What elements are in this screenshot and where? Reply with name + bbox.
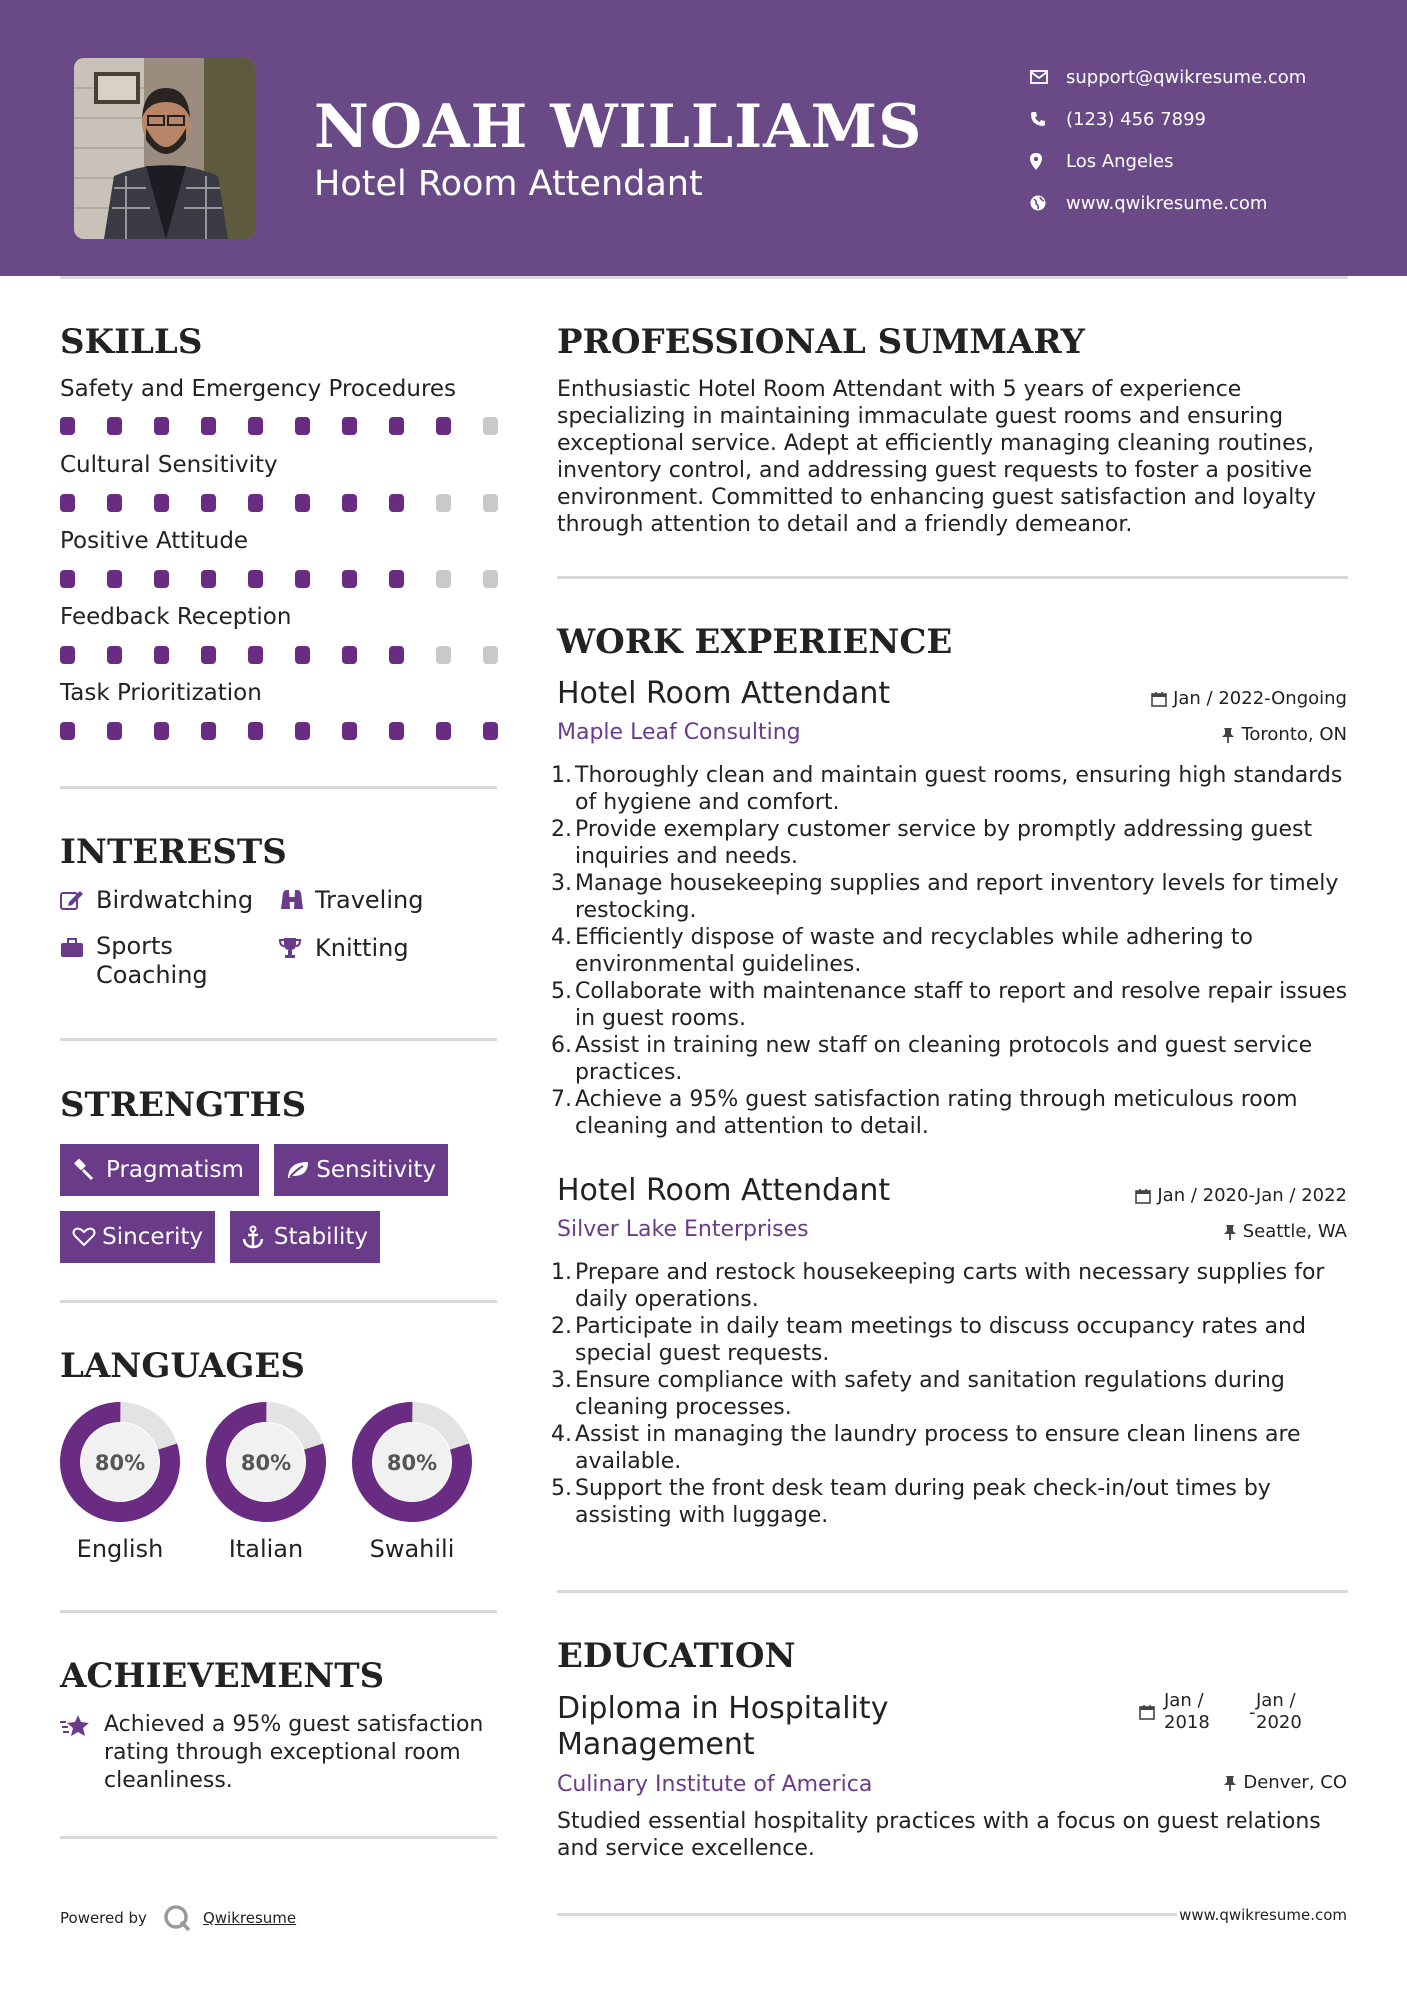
skill-dot xyxy=(436,494,451,512)
powered-by-label: Powered by xyxy=(60,1909,147,1927)
education-location xyxy=(1223,1772,1347,1793)
interest-label: Traveling xyxy=(315,886,424,914)
candidate-name: NOAH WILLIAMS xyxy=(314,92,923,162)
skill-dot xyxy=(107,570,122,588)
skill-dot xyxy=(295,570,310,588)
trophy-icon xyxy=(279,934,315,962)
skill-dot xyxy=(60,646,75,664)
skill-dot xyxy=(389,494,404,512)
summary-text: Enthusiastic Hotel Room Attendant with 5 years of experience specializing in maintaining immaculate guest rooms and ensuring exceptional service. Adept at efficiently managing cleaning routines, inventory control, and addressing guest requests to foster a positive environment. Committed to enhancing guest satisfaction and loyalty through attention to detail and a friendly demeanor. xyxy=(557,377,1317,537)
education-end-date: Jan / 2020 xyxy=(1256,1690,1302,1733)
job-date-text: Jan / 2020-Jan / 2022 xyxy=(1157,1185,1347,1206)
job-duty xyxy=(551,924,1351,978)
skill-dot xyxy=(295,494,310,512)
job-duty-number: 2. xyxy=(551,1314,572,1339)
job-duty-text: Thoroughly clean and maintain guest rooms, ensuring high standards of hygiene and comfort. xyxy=(575,763,1343,815)
star-icon xyxy=(60,1714,92,1742)
interest-item xyxy=(60,934,270,990)
skill-rating xyxy=(60,570,500,588)
job-company: Silver Lake Enterprises xyxy=(557,1217,809,1242)
language-name: Italian xyxy=(228,1535,304,1563)
strength-label: Stability xyxy=(273,1224,368,1250)
language-gauge xyxy=(351,1401,473,1527)
heart-icon xyxy=(72,1227,102,1247)
skill-dot xyxy=(107,722,122,740)
job-duty-number: 5. xyxy=(551,979,572,1004)
job-duty-text: Ensure compliance with safety and sanitation regulations during cleaning processes. xyxy=(575,1368,1285,1420)
achievements-heading: ACHIEVEMENTS xyxy=(60,1656,385,1696)
achievement-text: Achieved a 95% guest satisfaction rating through exceptional room cleanliness. xyxy=(104,1712,484,1793)
skill-rating xyxy=(60,494,500,512)
skill-dot xyxy=(201,417,216,435)
skill-dot xyxy=(201,722,216,740)
job-date xyxy=(1151,688,1347,709)
skill-dot xyxy=(248,646,263,664)
skill-name: Safety and Emergency Procedures xyxy=(60,376,457,402)
languages-heading: LANGUAGES xyxy=(60,1346,305,1386)
skill-dot xyxy=(154,417,169,435)
interests-heading: INTERESTS xyxy=(60,832,287,872)
language-percent: 80% xyxy=(94,1451,146,1475)
education-heading: EDUCATION xyxy=(557,1636,796,1676)
skill-dot xyxy=(201,494,216,512)
skill-dot xyxy=(342,417,357,435)
skill-name: Positive Attitude xyxy=(60,528,249,554)
skill-dot xyxy=(436,417,451,435)
divider xyxy=(60,276,1348,279)
skill-rating xyxy=(60,417,500,435)
interest-item xyxy=(279,934,409,962)
job-duty xyxy=(551,1032,1351,1086)
language-gauge xyxy=(205,1401,327,1527)
job-duty-number: 3. xyxy=(551,871,572,896)
skill-rating xyxy=(60,646,500,664)
skills-heading: SKILLS xyxy=(60,322,203,362)
skill-dot xyxy=(60,722,75,740)
interest-item xyxy=(60,886,253,914)
gavel-icon xyxy=(72,1159,106,1181)
skill-dot xyxy=(248,570,263,588)
skill-dot xyxy=(389,417,404,435)
skill-dot xyxy=(483,646,498,664)
education-location-text: Denver, CO xyxy=(1243,1772,1347,1793)
skill-dot xyxy=(248,722,263,740)
divider xyxy=(60,1300,497,1303)
candidate-title: Hotel Room Attendant xyxy=(314,164,703,204)
job-duty-text: Assist in training new staff on cleaning protocols and guest service practices. xyxy=(575,1033,1313,1085)
education-date-separator: - xyxy=(1249,1702,1256,1723)
footer-url[interactable]: www.qwikresume.com xyxy=(1179,1906,1347,1924)
job-title: Hotel Room Attendant xyxy=(557,1173,891,1208)
job-duty-text: Support the front desk team during peak check-in/out times by assisting with luggage. xyxy=(575,1476,1271,1528)
job-duty xyxy=(551,870,1351,924)
skill-dot xyxy=(154,646,169,664)
contact-email-text: support@qwikresume.com xyxy=(1066,66,1307,88)
skill-dot xyxy=(483,722,498,740)
calendar-icon xyxy=(1151,691,1167,707)
contact-email[interactable] xyxy=(1030,56,1370,98)
skill-dot xyxy=(154,494,169,512)
strength-label: Sincerity xyxy=(102,1224,203,1250)
divider xyxy=(557,1590,1348,1593)
phone-icon xyxy=(1030,111,1066,127)
job-duty-text: Participate in daily team meetings to discuss occupancy rates and special guest requests. xyxy=(575,1314,1306,1366)
job-duties xyxy=(551,762,1351,1140)
divider xyxy=(60,1610,497,1613)
skill-dot xyxy=(342,494,357,512)
skill-dot xyxy=(389,570,404,588)
strength-tag xyxy=(274,1144,448,1196)
job-duty-number: 2. xyxy=(551,817,572,842)
pushpin-icon xyxy=(1223,1224,1237,1240)
calendar-icon xyxy=(1135,1188,1151,1204)
interest-item xyxy=(279,886,423,914)
skill-dot xyxy=(342,570,357,588)
contact-website-text: www.qwikresume.com xyxy=(1066,192,1268,214)
divider xyxy=(557,576,1348,579)
qwikresume-link[interactable]: Qwikresume xyxy=(202,1909,297,1927)
qwikresume-logo-icon xyxy=(163,1904,191,1932)
skill-dot xyxy=(248,417,263,435)
strength-label: Pragmatism xyxy=(106,1157,244,1183)
education-start-date: Jan / 2018 xyxy=(1164,1690,1210,1733)
skill-dot xyxy=(483,417,498,435)
job-duty xyxy=(551,816,1351,870)
skill-dot xyxy=(60,570,75,588)
skill-name: Task Prioritization xyxy=(60,680,262,706)
job-duty xyxy=(551,1259,1351,1313)
job-duty xyxy=(551,978,1351,1032)
divider xyxy=(557,1913,1177,1916)
skill-dot xyxy=(389,722,404,740)
skill-dot xyxy=(201,646,216,664)
strengths-heading: STRENGTHS xyxy=(60,1085,307,1125)
interest-label: Sports Coaching xyxy=(96,932,208,989)
education-degree: Diploma in Hospitality Management xyxy=(557,1691,889,1762)
binoculars-icon xyxy=(279,886,315,914)
skill-dot xyxy=(154,722,169,740)
skill-dot xyxy=(342,646,357,664)
job-location-text: Toronto, ON xyxy=(1241,724,1347,745)
job-duty xyxy=(551,1475,1351,1529)
job-duty-text: Manage housekeeping supplies and report inventory levels for timely restocking. xyxy=(575,871,1339,923)
job-duty-number: 7. xyxy=(551,1087,572,1112)
job-duties xyxy=(551,1259,1351,1529)
briefcase-icon xyxy=(60,934,96,962)
skill-dot xyxy=(60,417,75,435)
pushpin-icon xyxy=(1223,1775,1237,1791)
powered-by xyxy=(60,1904,296,1932)
job-duty-text: Efficiently dispose of waste and recyclables while adhering to environmental guidelines. xyxy=(575,925,1253,977)
skill-dot xyxy=(436,646,451,664)
job-location xyxy=(1221,724,1347,745)
strength-tag xyxy=(60,1144,259,1196)
divider xyxy=(60,1038,497,1041)
skill-dot xyxy=(107,417,122,435)
job-duty-text: Achieve a 95% guest satisfaction rating through meticulous room cleaning and attention to detail. xyxy=(575,1087,1298,1139)
skill-dot xyxy=(154,570,169,588)
contact-phone-text: (123) 456 7899 xyxy=(1066,108,1207,130)
skill-dot xyxy=(389,646,404,664)
job-duty-number: 5. xyxy=(551,1476,572,1501)
calendar-icon xyxy=(1139,1704,1155,1724)
job-duty-number: 1. xyxy=(551,763,572,788)
language-percent: 80% xyxy=(386,1451,438,1475)
job-duty-text: Assist in managing the laundry process to ensure clean linens are available. xyxy=(575,1422,1301,1474)
language-name: English xyxy=(76,1535,164,1563)
interest-label: Birdwatching xyxy=(96,886,254,914)
job-date xyxy=(1135,1185,1347,1206)
job-duty-text: Provide exemplary customer service by promptly addressing guest inquiries and needs. xyxy=(575,817,1313,869)
language-percent: 80% xyxy=(240,1451,292,1475)
job-duty-number: 6. xyxy=(551,1033,572,1058)
job-duty xyxy=(551,762,1351,816)
contact-website[interactable] xyxy=(1030,182,1370,224)
profile-photo xyxy=(74,58,255,239)
skill-dot xyxy=(342,722,357,740)
job-duty xyxy=(551,1313,1351,1367)
divider xyxy=(60,1836,497,1839)
pushpin-icon xyxy=(1221,727,1235,743)
strength-tag xyxy=(60,1211,215,1263)
skill-dot xyxy=(483,570,498,588)
skill-name: Cultural Sensitivity xyxy=(60,452,278,478)
skill-rating xyxy=(60,722,500,740)
globe-icon xyxy=(1030,195,1066,211)
job-location xyxy=(1223,1221,1347,1242)
anchor-icon xyxy=(242,1225,274,1249)
language-name: Swahili xyxy=(369,1535,455,1563)
skill-dot xyxy=(436,570,451,588)
job-duty-number: 1. xyxy=(551,1260,572,1285)
contact-location xyxy=(1030,140,1370,182)
experience-heading: WORK EXPERIENCE xyxy=(557,622,953,662)
skill-dot xyxy=(295,417,310,435)
job-duty-number: 4. xyxy=(551,1422,572,1447)
strength-tag xyxy=(230,1211,380,1263)
divider xyxy=(60,786,497,789)
job-duty xyxy=(551,1421,1351,1475)
interest-label: Knitting xyxy=(315,934,409,962)
skill-dot xyxy=(483,494,498,512)
leaf-icon xyxy=(286,1160,316,1180)
education-description: Studied essential hospitality practices with a focus on guest relations and service excellence. xyxy=(557,1809,1321,1861)
contact-list xyxy=(1030,56,1370,224)
skill-name: Feedback Reception xyxy=(60,604,292,630)
education-school: Culinary Institute of America xyxy=(557,1772,873,1797)
pencil-square-icon xyxy=(60,886,96,914)
job-duty-number: 3. xyxy=(551,1368,572,1393)
contact-phone[interactable] xyxy=(1030,98,1370,140)
skill-dot xyxy=(295,722,310,740)
skill-dot xyxy=(107,494,122,512)
skill-dot xyxy=(436,722,451,740)
job-location-text: Seattle, WA xyxy=(1242,1221,1347,1242)
language-gauge xyxy=(59,1401,181,1527)
job-date-text: Jan / 2022-Ongoing xyxy=(1173,688,1347,709)
skill-dot xyxy=(60,494,75,512)
envelope-icon xyxy=(1030,70,1066,84)
skill-dot xyxy=(201,570,216,588)
job-duty-text: Collaborate with maintenance staff to report and resolve repair issues in guest rooms. xyxy=(575,979,1348,1031)
job-duty xyxy=(551,1086,1351,1140)
contact-location-text: Los Angeles xyxy=(1066,150,1174,172)
skill-dot xyxy=(107,646,122,664)
map-pin-icon xyxy=(1030,153,1066,170)
job-duty xyxy=(551,1367,1351,1421)
skill-dot xyxy=(248,494,263,512)
job-duty-text: Prepare and restock housekeeping carts with necessary supplies for daily operations. xyxy=(575,1260,1325,1312)
strength-label: Sensitivity xyxy=(316,1157,436,1183)
summary-heading: PROFESSIONAL SUMMARY xyxy=(557,322,1085,362)
resume-header xyxy=(0,0,1407,276)
skill-dot xyxy=(295,646,310,664)
job-duty-number: 4. xyxy=(551,925,572,950)
job-company: Maple Leaf Consulting xyxy=(557,720,801,745)
job-title: Hotel Room Attendant xyxy=(557,676,891,711)
